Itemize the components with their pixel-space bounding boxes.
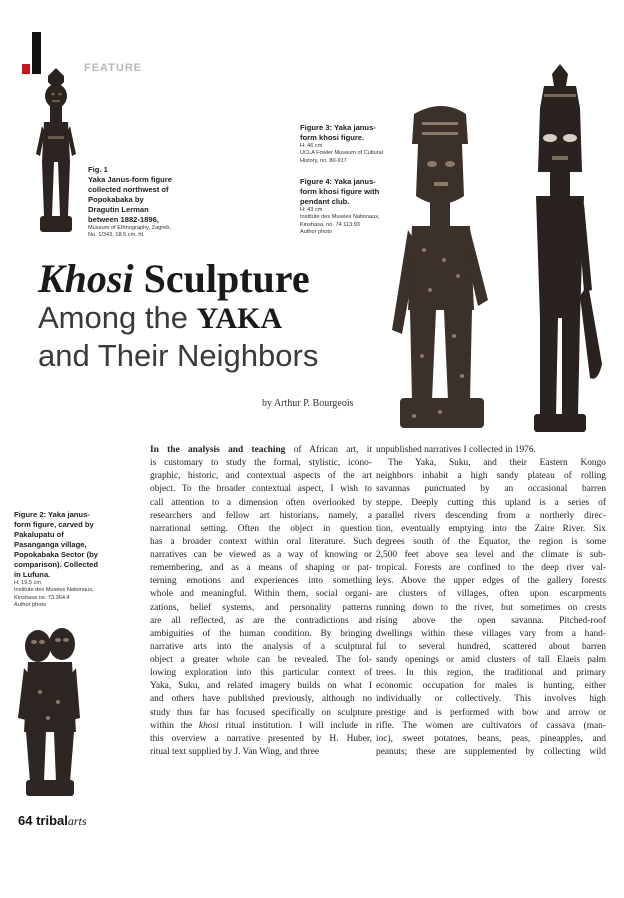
body-line: are clusters of villages, often upon escarpments [376,589,606,600]
body-line: neighbors inhabit a high sandy plateau of rolling [376,471,606,482]
body-line: object a greater whole can be revealed. The fol- [150,655,372,665]
body-line: researchers and fellow art historians, namely, a [150,510,372,521]
figure-2-photo [18,622,80,800]
body-line: 2,500 feet above sea level and the climate is sub- [376,550,606,560]
body-line: this overview a narrative presented by H. Huber, [150,733,372,744]
body-line: within the khosi ritual institution. I will include in [150,720,372,731]
body-line: ambiguities of the human condition. By bringing [150,628,372,639]
body-line: rising above the open savanna. Pitched-roof [376,615,606,626]
body-line: lowing exploration into this particular context of [150,668,372,679]
body-line: dwellings within these villages vary from a hand- [376,628,606,639]
body-line: and others have published previously, although no [150,694,372,705]
title-yaka: YAKA [196,302,283,335]
article-title-line-2 [38,300,282,337]
figure-1-photo [30,66,82,244]
body-line: terning emotions and experiences into something [150,576,372,587]
body-line: are all reflected, as are the contradictions and [150,615,372,626]
byline: by Arthur P. Bourgeois [262,398,354,409]
caption-figure-2 [14,510,146,610]
caption-figure-1 [88,165,238,240]
body-line: call attention to a dimension often overlooked by [150,497,372,508]
caption-title: Figure 4: Yaka janus- form khosi figure with pendant club. [300,177,380,206]
caption-figure-3 [300,123,420,165]
body-line: ioc), sweet potatoes, beans, peas, pineapples, and [376,733,606,744]
body-line: degrees south of the Equator, the region is some [376,536,606,547]
body-line: narratives can be viewed as a way of knowing or [150,550,372,560]
body-line: economic occupation for males is hunting, either [376,681,606,692]
title-word-khosi: Khosi [38,256,134,301]
section-mark-red [22,64,30,74]
body-line: ritual text supplied by J. Van Wing, and three [150,746,320,757]
body-line: In the analysis and teaching of African art, it [150,445,372,455]
body-column-right [376,444,606,759]
body-line: has a broader context within oral literature. Such [150,536,372,547]
caption-figure-4 [300,177,420,237]
page-number: 64 [18,813,33,828]
magazine-name-arts: arts [67,814,87,828]
body-line: zations, belief systems, and personality patterns [150,602,372,613]
body-line: parallel rivers descending from a northerly direc- [376,510,606,521]
caption-detail: Museum of Ethnography, Zagreb, No. 1/343, 18.5 cm. ht. [88,225,171,239]
body-line: Yaka, Suku, and related imagery builds on what I [150,681,372,692]
body-line: rifle. The women are cultivators of cassava (man- [376,720,606,731]
body-line: is customary to study the formal, stylistic, icono- [150,458,372,469]
body-line: whole and meaningful. Within them, social organi- [150,589,372,600]
body-line: sandy openings or amid clusters of tall Elaeis palm [376,655,606,665]
title-word-sculpture: Sculpture [133,256,310,301]
body-line: The Yaka, Suku, and their Eastern Kongo [388,458,606,469]
body-lead: In the analysis and teaching [150,445,286,455]
body-line: savannas punctuated by an occasional barren [376,484,606,495]
caption-detail: H: 43 cm Institute des Musées Nationaux, Kinshasa, no. 74.113.93 Author photo [300,207,380,236]
caption-detail: H: 46 cm UCLA Fowler Museum of Cultural History, no. 80-917 [300,143,384,164]
body-line: tropical. Forests are confined to the deep river val- [376,563,606,574]
body-line: graphic, historic, and contextual aspects of the art [150,471,372,482]
body-line: study thus far has focused specifically on sculpture [150,707,372,718]
body-line: trees. In this region, the traditional and primary [376,668,606,679]
body-line: ful to several hundred, scattered about barren [376,641,606,652]
article-title-line-1 [38,258,310,300]
article-title-line-3: and Their Neighbors [38,338,319,373]
body-line: peanuts; these are supplemented by collecting wild [376,746,606,757]
body-line: narrational setting. Often the object in question [150,523,372,534]
body-line: leys. Above the upper edges of the gallery forests [376,576,606,587]
caption-detail: H: 19.5 cm Institute des Musées Nationaux, Kinshasa no. 73.364.4 Author photo [14,580,94,609]
body-line: individually or collectively. This involves high [376,694,606,705]
body-line: tion, eventually emptying into the Zaire River. Six [376,523,606,534]
body-line: remembering, and as a means of shaping or pat- [150,563,372,574]
body-column-left [150,444,372,759]
body-line: unpublished narratives I collected in 1976. [376,445,536,455]
body-line: object. To the broader contextual aspect, I wish to [150,484,372,495]
body-line: steppe. Deeply cutting this upland is a series of [376,497,606,508]
caption-title: Fig. 1 Yaka Janus-form figure collected northwest of Popokabaka by Dragutin Lerman between 1882-1896, [88,165,172,224]
caption-title: Figure 3: Yaka janus- form khosi figure. [300,123,376,142]
body-khosi-term: khosi [198,720,219,731]
body-line: narrative arts into the analysis of a sculptural [150,641,372,652]
magazine-name-tribal: tribal [36,813,68,828]
page-folio [18,813,87,829]
body-line: prestige and is performed with bow and arrow or [376,707,606,718]
section-label: FEATURE [84,62,143,74]
body-line: running down to the river, but sometimes on crests [376,602,606,613]
figure-4-photo [514,64,606,436]
caption-title: Figure 2: Yaka janus- form figure, carved by Pakalupatu of Pasanganga village, Popokabaka Sector (by comparison). Collected in Lufuna. [14,510,98,579]
title-among-the: Among the [38,300,197,335]
